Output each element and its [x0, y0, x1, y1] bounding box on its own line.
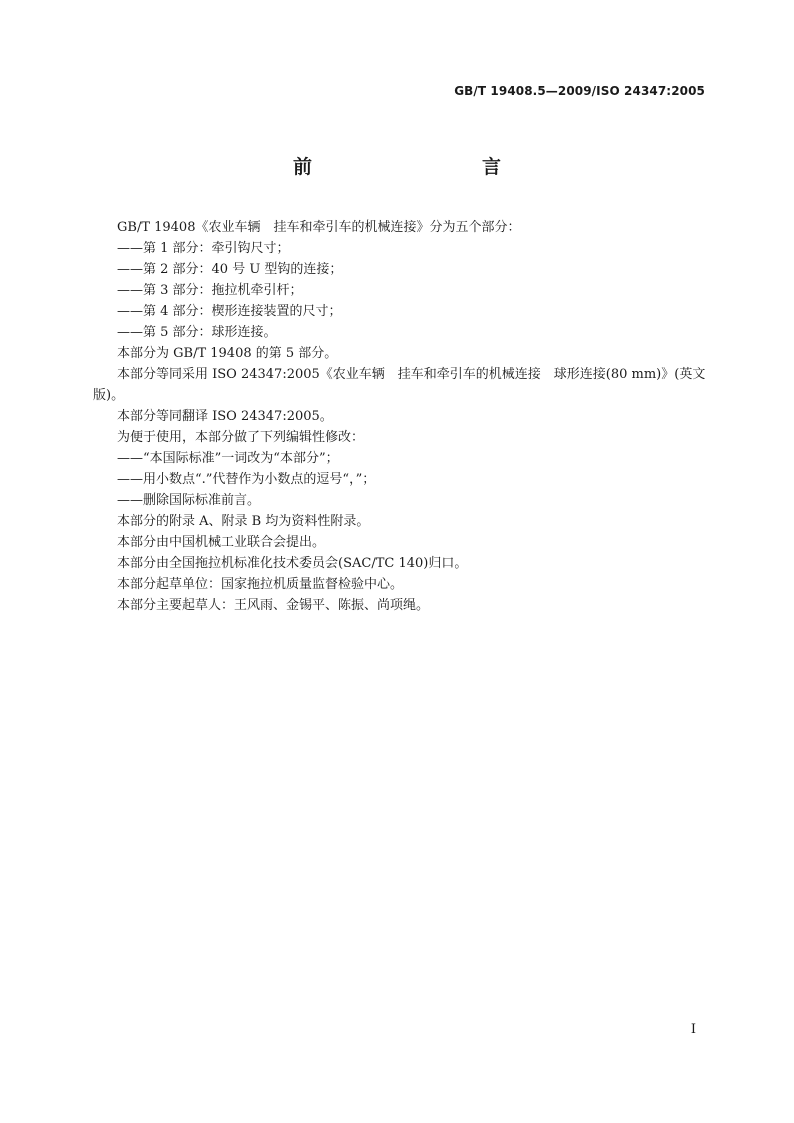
paragraph-edits-intro: 为便于使用，本部分做了下列编辑性修改：: [117, 430, 365, 445]
page-title: 前 言: [292, 156, 545, 178]
paragraph-drafting-unit: 本部分起草单位：国家拖拉机质量监督检验中心。: [117, 577, 404, 592]
list-item-part-5: ——第 5 部分：球形连接。: [117, 325, 277, 340]
paragraph-annexes: 本部分的附录 A、附录 B 均为资料性附录。: [117, 514, 370, 529]
standard-code: GB/T 19408.5—2009/ISO 24347:2005: [454, 84, 705, 98]
list-item-part-1: ——第 1 部分：牵引钩尺寸；: [117, 241, 290, 256]
paragraph-drafters: 本部分主要起草人：王风雨、金锡平、陈振、尚项绳。: [117, 598, 430, 613]
paragraph-adoption: 本部分等同采用 ISO 24347:2005《农业车辆 挂车和牵引车的机械连接 球形连接(80 mm)》(英文版)。: [93, 367, 706, 403]
list-item-edit-2: ——用小数点“.”代替作为小数点的逗号“，”；: [117, 472, 376, 487]
list-item-part-4: ——第 4 部分：楔形连接装置的尺寸；: [117, 304, 342, 319]
list-item-edit-1: ——“本国际标准”一词改为“本部分”；: [117, 451, 339, 466]
paragraph-translation: 本部分等同翻译 ISO 24347:2005。: [117, 409, 333, 424]
list-item-part-2: ——第 2 部分：40 号 U 型钩的连接；: [117, 262, 343, 277]
paragraph-centralized-by: 本部分由全国拖拉机标准化技术委员会(SAC/TC 140)归口。: [117, 556, 468, 571]
paragraph-proposed-by: 本部分由中国机械工业联合会提出。: [117, 535, 326, 550]
paragraph-intro: GB/T 19408《农业车辆 挂车和牵引车的机械连接》分为五个部分：: [117, 220, 521, 235]
foreword-body: [93, 217, 711, 616]
list-item-edit-3: ——删除国际标准前言。: [117, 493, 261, 508]
list-item-part-3: ——第 3 部分：拖拉机牵引杆；: [117, 283, 303, 298]
paragraph-part-statement: 本部分为 GB/T 19408 的第 5 部分。: [117, 346, 338, 361]
page-number: I: [690, 1022, 696, 1037]
